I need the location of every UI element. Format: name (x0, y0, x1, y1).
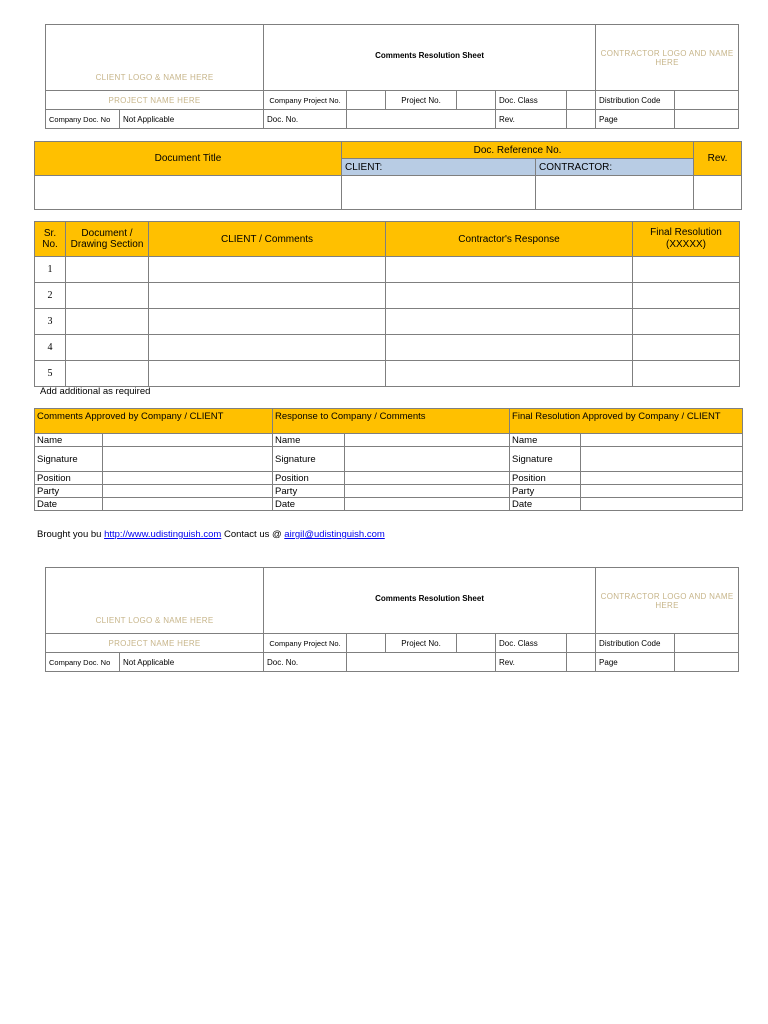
position-label: Position (510, 472, 581, 485)
document-section-header: Document / Drawing Section (66, 222, 149, 257)
credit-prefix: Brought you bu (37, 529, 102, 540)
client-ref-label: CLIENT: (342, 159, 536, 176)
final-resolution-header: Final Resolution (XXXXX) (633, 222, 740, 257)
approval-table (34, 408, 743, 511)
document-title-field[interactable] (35, 176, 342, 210)
project-name-placeholder: PROJECT NAME HERE (46, 91, 264, 110)
rev-header: Rev. (694, 142, 742, 176)
doc-no-label: Doc. No. (264, 110, 347, 129)
comment-cell[interactable] (149, 283, 386, 309)
rev-label: Rev. (496, 653, 567, 672)
comment-cell[interactable] (149, 361, 386, 387)
response-cell[interactable] (386, 283, 633, 309)
table-row (35, 283, 740, 309)
name-label: Name (35, 434, 103, 447)
rev-field[interactable] (694, 176, 742, 210)
party-field[interactable] (345, 485, 510, 498)
signature-label: Signature (273, 447, 345, 472)
client-logo-placeholder: CLIENT LOGO & NAME HERE (46, 568, 264, 634)
name-label: Name (273, 434, 345, 447)
distribution-code-value[interactable] (675, 634, 739, 653)
company-doc-no-label: Company Doc. No (46, 653, 120, 672)
table-row (35, 361, 740, 387)
distribution-code-label: Distribution Code (596, 91, 675, 110)
row-number: 3 (35, 309, 66, 335)
section-cell[interactable] (66, 283, 149, 309)
signature-field[interactable] (581, 447, 743, 472)
signature-field[interactable] (103, 447, 273, 472)
date-field[interactable] (345, 498, 510, 511)
name-field[interactable] (103, 434, 273, 447)
section-cell[interactable] (66, 309, 149, 335)
party-label: Party (510, 485, 581, 498)
signature-label: Signature (35, 447, 103, 472)
distribution-code-label: Distribution Code (596, 634, 675, 653)
party-label: Party (273, 485, 345, 498)
party-label: Party (35, 485, 103, 498)
page-value[interactable] (675, 653, 739, 672)
approved-by-client-header: Comments Approved by Company / CLIENT (35, 409, 273, 434)
response-to-company-header: Response to Company / Comments (273, 409, 510, 434)
website-link[interactable]: http://www.udistinguish.com (104, 529, 222, 540)
row-number: 1 (35, 257, 66, 283)
resolution-cell[interactable] (633, 283, 740, 309)
response-cell[interactable] (386, 335, 633, 361)
client-ref-field[interactable] (342, 176, 536, 210)
add-additional-note: Add additional as required (40, 386, 151, 397)
name-field[interactable] (581, 434, 743, 447)
project-name-placeholder: PROJECT NAME HERE (46, 634, 264, 653)
comments-table (34, 221, 740, 387)
rev-value[interactable] (567, 653, 596, 672)
section-cell[interactable] (66, 361, 149, 387)
doc-class-value[interactable] (567, 91, 596, 110)
response-cell[interactable] (386, 309, 633, 335)
date-field[interactable] (581, 498, 743, 511)
client-logo-placeholder: CLIENT LOGO & NAME HERE (46, 25, 264, 91)
doc-class-label: Doc. Class (496, 91, 567, 110)
rev-label: Rev. (496, 110, 567, 129)
row-number: 2 (35, 283, 66, 309)
contractor-ref-field[interactable] (536, 176, 694, 210)
signature-label: Signature (510, 447, 581, 472)
page-label: Page (596, 653, 675, 672)
name-field[interactable] (345, 434, 510, 447)
header-block (45, 24, 739, 129)
client-comments-header: CLIENT / Comments (149, 222, 386, 257)
resolution-cell[interactable] (633, 361, 740, 387)
credit-contact: Contact us @ (223, 529, 282, 540)
position-label: Position (35, 472, 103, 485)
comments-header-row (35, 222, 740, 257)
company-project-no-label: Company Project No. (264, 91, 347, 110)
response-cell[interactable] (386, 361, 633, 387)
signature-field[interactable] (345, 447, 510, 472)
company-project-no-value[interactable] (347, 91, 386, 110)
party-field[interactable] (581, 485, 743, 498)
doc-no-value[interactable] (347, 653, 496, 672)
doc-no-value[interactable] (347, 110, 496, 129)
document-title-header: Document Title (35, 142, 342, 176)
page-value[interactable] (675, 110, 739, 129)
row-number: 5 (35, 361, 66, 387)
position-field[interactable] (581, 472, 743, 485)
comment-cell[interactable] (149, 309, 386, 335)
project-no-label: Project No. (386, 634, 457, 653)
resolution-cell[interactable] (633, 257, 740, 283)
position-field[interactable] (345, 472, 510, 485)
position-field[interactable] (103, 472, 273, 485)
section-cell[interactable] (66, 257, 149, 283)
credit-line (37, 529, 385, 540)
email-link[interactable]: airgil@udistinguish.com (284, 529, 385, 540)
contractor-logo-placeholder: CONTRACTOR LOGO AND NAME HERE (596, 25, 739, 91)
contractor-ref-label: CONTRACTOR: (536, 159, 694, 176)
table-row (35, 309, 740, 335)
sheet-title: Comments Resolution Sheet (264, 568, 596, 634)
section-cell[interactable] (66, 335, 149, 361)
contractor-logo-placeholder: CONTRACTOR LOGO AND NAME HERE (596, 568, 739, 634)
company-doc-no-value: Not Applicable (120, 110, 264, 129)
position-label: Position (273, 472, 345, 485)
table-row (35, 257, 740, 283)
company-doc-no-label: Company Doc. No (46, 110, 120, 129)
date-label: Date (273, 498, 345, 511)
comment-cell[interactable] (149, 335, 386, 361)
project-no-value[interactable] (457, 91, 496, 110)
date-field[interactable] (103, 498, 273, 511)
date-label: Date (35, 498, 103, 511)
company-project-no-value[interactable] (347, 634, 386, 653)
doc-class-value[interactable] (567, 634, 596, 653)
contractor-response-header: Contractor's Response (386, 222, 633, 257)
rev-value[interactable] (567, 110, 596, 129)
date-label: Date (510, 498, 581, 511)
name-label: Name (510, 434, 581, 447)
document-reference-table (34, 141, 742, 210)
final-resolution-approved-header: Final Resolution Approved by Company / CLIENT (510, 409, 743, 434)
project-no-label: Project No. (386, 91, 457, 110)
header-block-repeat (45, 567, 739, 672)
doc-no-label: Doc. No. (264, 653, 347, 672)
response-cell[interactable] (386, 257, 633, 283)
doc-reference-header: Doc. Reference No. (342, 142, 694, 159)
distribution-code-value[interactable] (675, 91, 739, 110)
page-label: Page (596, 110, 675, 129)
party-field[interactable] (103, 485, 273, 498)
sheet-title: Comments Resolution Sheet (264, 25, 596, 91)
company-project-no-label: Company Project No. (264, 634, 347, 653)
sr-no-header: Sr. No. (35, 222, 66, 257)
company-doc-no-value: Not Applicable (120, 653, 264, 672)
resolution-cell[interactable] (633, 335, 740, 361)
doc-class-label: Doc. Class (496, 634, 567, 653)
resolution-cell[interactable] (633, 309, 740, 335)
project-no-value[interactable] (457, 634, 496, 653)
row-number: 4 (35, 335, 66, 361)
comment-cell[interactable] (149, 257, 386, 283)
table-row (35, 335, 740, 361)
